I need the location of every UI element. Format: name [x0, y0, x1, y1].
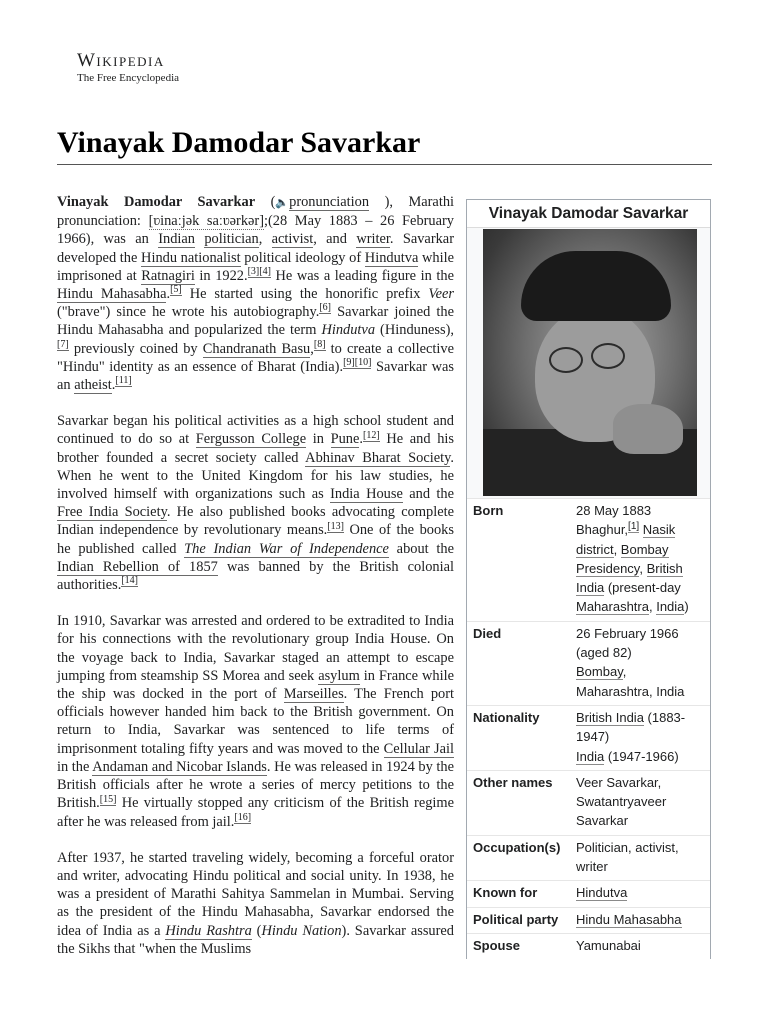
row-value: 26 February 1966 (aged 82) Bombay, Maharashtra, India — [576, 625, 685, 699]
text: (1883-1947) — [576, 709, 686, 745]
text: ) — [684, 599, 689, 615]
reference-11[interactable] — [115, 375, 131, 387]
text: After 1937, he started traveling widely, becoming a forceful orator and writer, advocating Hindu political and social unity. In 1938, he was a president of Marathi Sahitya Sammelan in Mumbai. Serving as the president of the Hindu Mahasabha, Savarkar endorsed the idea of India as a — [57, 849, 454, 939]
row-label: Died — [473, 625, 502, 641]
link-bombay[interactable]: Bombay — [576, 664, 623, 680]
reference-link[interactable]: [8] — [313, 338, 326, 350]
reference-link[interactable]: [7] — [57, 338, 69, 350]
logo-tagline: The Free Encyclopedia — [77, 72, 180, 84]
text: was banned by the British colonial authorities. — [57, 558, 454, 594]
page-title: Vinayak Damodar Savarkar — [57, 126, 421, 159]
reference-link[interactable]: [15] — [99, 793, 117, 805]
reference-link[interactable]: [10] — [354, 357, 372, 369]
link-indian-rebellion-1857[interactable]: Indian Rebellion of 1857 — [57, 558, 218, 575]
text: In 1910, Savarkar was arrested and ordered to be extradited to India for his connections with the revolutionary group India House. On the voyage back to India, Savarkar staged an attempt to escape jumping from steamship SS Morea and seek — [57, 613, 454, 684]
link-politician[interactable]: politician — [204, 231, 259, 248]
infobox-row-known-for — [467, 880, 710, 906]
reference-10[interactable] — [355, 357, 372, 369]
row-value — [572, 883, 708, 902]
reference-link[interactable]: [3] — [247, 266, 260, 278]
text: in the — [57, 758, 93, 775]
link-india[interactable]: India — [656, 599, 685, 615]
link-free-india-society[interactable]: Free India Society — [57, 504, 167, 521]
text: . — [359, 431, 364, 448]
text: He and his brother founded a secret society called — [57, 431, 454, 466]
reference-link[interactable]: [12] — [363, 429, 380, 441]
link-cellular-jail[interactable]: Cellular Jail — [383, 740, 454, 757]
link-ratnagiri[interactable]: Ratnagiri — [141, 267, 195, 284]
text: (1947-1966) — [604, 748, 679, 764]
death-date: 26 February 1966 — [576, 625, 679, 641]
infobox-title: Vinayak Damodar Savarkar — [467, 200, 710, 228]
row-value: 28 May 1883 Bhaghur,[1] Nasik district, Bombay Presidency, British India (present-day Maharashtra, India) — [576, 503, 689, 615]
text: He virtually stopped any criticism of the British regime after he was released from jail. — [57, 795, 454, 830]
link-writer[interactable]: writer — [356, 231, 390, 248]
link-bombay-presidency[interactable]: Bombay Presidency — [576, 541, 669, 576]
photo-glasses-left — [549, 347, 583, 373]
hindu-rashtra-italic: Hindu Rashtra — [165, 922, 252, 939]
reference-6[interactable] — [319, 302, 331, 314]
reference-link[interactable]: [16] — [234, 811, 252, 823]
link-pune[interactable]: Pune — [330, 431, 360, 448]
row-value: Yamunabai — [576, 937, 641, 953]
reference-4[interactable] — [259, 266, 271, 278]
birth-date: 28 May 1883 — [576, 503, 652, 518]
photo-cap — [521, 251, 671, 321]
text: . When he went to the United Kingdom for his law studies, he involved himself with organizations such as — [57, 449, 454, 503]
text: ( — [251, 922, 262, 939]
row-value: Veer Savarkar, Swatantryaveer Savarkar — [576, 774, 667, 829]
text: Savarkar was an — [57, 358, 454, 394]
text: in — [306, 431, 331, 448]
text: and the — [402, 486, 454, 503]
infobox-row-occupation — [467, 835, 710, 881]
row-label: Born — [473, 503, 504, 518]
text: in 1922. — [194, 267, 248, 284]
hindu-nation-italic: Hindu Nation — [261, 922, 342, 939]
text: while imprisoned at — [57, 249, 454, 284]
row-label: Political party — [473, 911, 559, 927]
wikipedia-logo[interactable] — [77, 51, 179, 84]
death-place: Maharashtra, India — [576, 683, 685, 699]
reference-14[interactable] — [121, 575, 138, 587]
row-value — [572, 910, 708, 929]
text: ), Marathi pronunciation: — [57, 194, 455, 230]
reference-link[interactable]: [5] — [170, 284, 182, 296]
book-title-italic: The Indian War of Independence — [184, 540, 389, 557]
link-hindu-rashtra[interactable] — [165, 923, 251, 940]
link-india-house[interactable]: India House — [330, 486, 403, 503]
infobox-row-political-party — [467, 907, 710, 933]
text: Savarkar began his political activities as a high school student and continued to do so at — [57, 413, 454, 448]
link-abhinav-bharat-society[interactable]: Abhinav Bharat Society — [305, 449, 451, 466]
reference-link[interactable]: [11] — [115, 375, 132, 387]
text: political ideology of — [240, 249, 365, 266]
reference-7[interactable] — [57, 339, 69, 351]
link-asylum[interactable]: asylum — [318, 667, 360, 684]
link-nasik-district[interactable]: Nasik district — [576, 522, 676, 557]
reference-link[interactable]: [4] — [259, 266, 271, 278]
link-andaman-nicobar[interactable]: Andaman and Nicobar Islands — [92, 758, 267, 775]
paragraph-intro: Vinayak Damodar Savarkar (🔈pronunciation ), Marathi pronunciation: [ʋinaːjək saːʋərkər];(28 May 1883 – 26 February 1966), was an Indian politician, activist, and writer. Savarkar developed the Hindu nationalist political ideology of Hindutva while imprisoned at Ratnagiri in 1922.[3][4] He was a leading figure in the Hindu Mahasabha.[5] He started using the honorific prefix Veer ("brave") since he wrote his autobiography.[6] Savarkar joined the Hindu Mahasabha and popularized the term Hindutva (Hinduness),[7] previously coined by Chandranath Basu,[8] to create a collective "Hindu" identity as an essence of Bharat (India).[9][10] Savarkar was an atheist.[11] — [57, 194, 455, 394]
text: (Hinduness), — [375, 322, 455, 339]
link-india[interactable]: India — [576, 748, 605, 764]
text: ). Savarkar assured the Sikhs that "when the Muslims — [57, 922, 454, 957]
row-label: Occupation(s) — [473, 839, 561, 855]
infobox-row-born — [467, 498, 710, 621]
link-hindutva[interactable]: Hindutva — [576, 885, 628, 901]
text: about the — [388, 540, 454, 557]
photo-glasses-right — [591, 343, 625, 369]
reference-link[interactable]: [14] — [121, 575, 139, 587]
reference-8[interactable] — [314, 339, 326, 351]
link-activist[interactable]: activist — [271, 231, 314, 248]
link-atheist[interactable]: atheist — [74, 377, 112, 394]
infobox-row-other-names — [467, 770, 710, 835]
text: . Savarkar developed the — [57, 231, 454, 266]
reference-link[interactable]: [9] — [343, 357, 355, 369]
infobox-row-nationality — [467, 705, 710, 770]
reference-16[interactable] — [234, 812, 251, 824]
row-value: Politician, activist, writer — [576, 839, 679, 875]
reference-12[interactable] — [363, 430, 380, 442]
infobox-row-died — [467, 621, 710, 705]
row-label: Other names — [473, 774, 553, 790]
text: ("brave") since he wrote his autobiography. — [57, 304, 320, 321]
link-hindutva[interactable]: Hindutva — [364, 249, 419, 266]
infobox-row-spouse — [467, 933, 710, 959]
veer-italic: Veer — [428, 286, 454, 303]
paragraph-arrest — [57, 612, 454, 830]
text: He was a leading figure in the — [270, 267, 454, 284]
row-value — [572, 708, 708, 766]
reference-link[interactable]: [6] — [319, 302, 331, 314]
text: . He also published books advocating complete Indian independence by revolutionary means. — [57, 504, 454, 539]
link-hindu-mahasabha[interactable]: Hindu Mahasabha — [57, 286, 167, 303]
hindutva-italic: Hindutva — [321, 322, 376, 339]
text: . He was released in 1924 by the British officials after he wrote a series of mercy petitions to the British. — [57, 758, 454, 812]
reference-15[interactable] — [100, 794, 117, 806]
row-label: Spouse — [473, 937, 520, 953]
text: One of the books he published called — [57, 522, 454, 557]
reference-1[interactable] — [628, 521, 639, 533]
link-maharashtra[interactable]: Maharashtra — [576, 599, 649, 615]
bold-name: Vinayak Damodar Savarkar — [57, 194, 256, 210]
photo-hand — [613, 404, 683, 454]
reference-13[interactable] — [327, 521, 344, 533]
portrait-photo[interactable] — [483, 229, 697, 496]
title-divider — [57, 164, 712, 165]
row-label: Known for — [473, 885, 538, 901]
reference-5[interactable] — [170, 284, 182, 296]
infobox-rows — [467, 498, 710, 959]
paragraph-early-activities — [57, 412, 454, 594]
row-label: Nationality — [473, 709, 540, 725]
text: , and — [313, 231, 357, 248]
text: He started using the honorific prefix — [181, 286, 429, 303]
article-body — [57, 193, 454, 976]
reference-9[interactable] — [343, 357, 355, 369]
pronunciation-link[interactable]: pronunciation — [289, 194, 370, 210]
text: ;(28 May 1883 – 26 February 1966), was an — [57, 213, 454, 248]
link-hindu-mahasabha[interactable]: Hindu Mahasabha — [576, 911, 682, 927]
text: in France while the ship was docked in the port of — [57, 667, 454, 703]
link-indian-war-of-independence[interactable] — [184, 541, 389, 558]
birth-place: Bhaghur, — [576, 522, 629, 538]
ipa-text: [ʋinaːjək saːʋərkər] — [148, 213, 264, 230]
text: (present-day — [604, 580, 681, 596]
paragraph-later-life — [57, 849, 454, 958]
reference-3[interactable] — [248, 266, 260, 278]
text: . The French port officials however handed him back to the British government. On return to India, Savarkar was sentenced to life terms of imprisonment totaling fifty years and was moved to the — [57, 686, 454, 757]
link-british-india[interactable]: British India — [576, 709, 644, 725]
text: . — [111, 377, 116, 394]
link-indian[interactable]: Indian — [158, 231, 195, 248]
speaker-icon[interactable]: 🔈 — [275, 197, 290, 209]
reference-link[interactable]: [1] — [628, 520, 640, 532]
link-chandranath-basu[interactable]: Chandranath Basu — [202, 340, 311, 357]
text: Savarkar joined the Hindu Mahasabha and popularized the term — [57, 304, 455, 339]
link-marseilles[interactable]: Marseilles — [283, 686, 344, 703]
text: to create a collective "Hindu" identity as an essence of Bharat (India). — [57, 340, 454, 375]
logo-wordmark: Wikipedia — [77, 50, 165, 71]
link-hindu-nationalist[interactable]: Hindu nationalist — [141, 249, 241, 266]
link-fergusson-college[interactable]: Fergusson College — [195, 431, 307, 448]
link-british-india[interactable]: British India — [576, 560, 683, 596]
reference-link[interactable]: [13] — [327, 520, 344, 532]
text: previously coined by — [68, 340, 203, 357]
infobox — [466, 199, 711, 959]
death-age: (aged 82) — [576, 645, 632, 661]
